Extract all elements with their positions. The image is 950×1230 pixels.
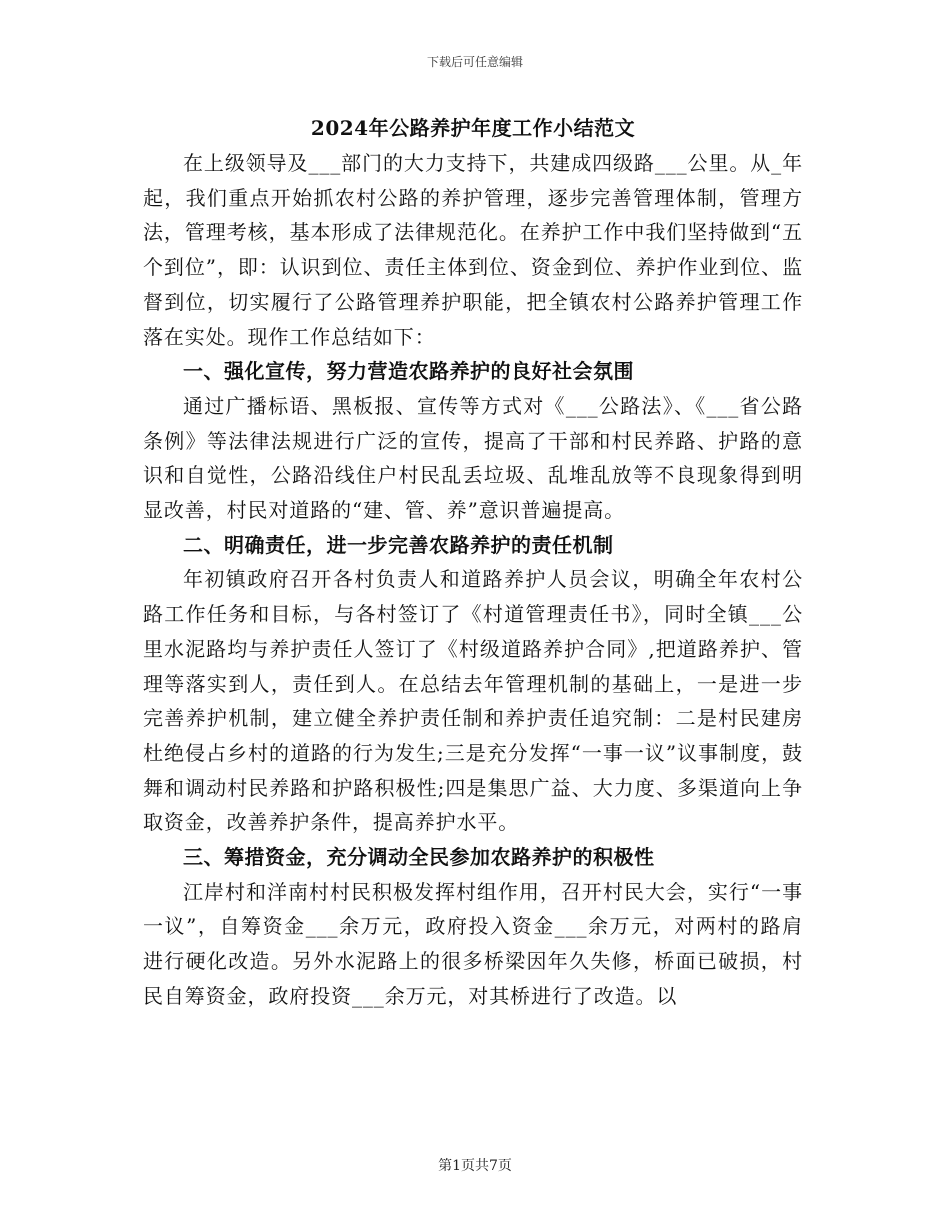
section-1 (143, 354, 803, 528)
section-heading: 一、强化宣传，努力营造农路养护的良好社会氛围 (183, 359, 634, 384)
section-heading: 二、明确责任，进一步完善农路养护的责任机制 (183, 532, 614, 557)
section-heading: 三、筹措资金，充分调动全民参加农路养护的积极性 (183, 845, 655, 870)
intro-paragraph: 在上级领导及___部门的大力支持下，共建成四级路___公里。从_年起，我们重点开始抓农村公路的养护管理，逐步完善管理体制，管理方法，管理考核，基本形成了法律规范化。在养护工作中我们坚持做到“五个到位”，即：认识到位、责任主体到位、资金到位、养护作业到位、监督到位，切实履行了公路管理养护职能，把全镇农村公路养护管理工作落在实处。现作工作总结如下： (143, 151, 803, 349)
section-3 (143, 840, 803, 1014)
section-2 (143, 528, 803, 840)
page-number: 第1页共7页 (438, 1158, 512, 1174)
section-paragraph: 通过广播标语、黑板报、宣传等方式对《___公路法》、《___省公路条例》等法律法规进行广泛的宣传，提高了干部和村民养路、护路的意识和自觉性，公路沿线住户村民乱丢垃圾、乱堆乱放等不良现象得到明显改善，村民对道路的“建、管、养”意识普遍提高。 (143, 393, 803, 523)
document-title: 2024年公路养护年度工作小结范文 (310, 116, 636, 140)
section-paragraph: 年初镇政府召开各村负责人和道路养护人员会议，明确全年农村公路工作任务和目标，与各村签订了《村道管理责任书》，同时全镇___公里水泥路均与养护责任人签订了《村级道路养护合同》,把道路养护、管理等落实到人，责任到人。在总结去年管理机制的基础上，一是进一步完善养护机制，建立健全养护责任制和养护责任追究制：二是村民建房杜绝侵占乡村的道路的行为发生;三是充分发挥“一事一议”议事制度，鼓舞和调动村民养路和护路积极性;四是集思广益、大力度、多渠道向上争取资金，改善养护条件，提高养护水平。 (143, 567, 803, 835)
header-note: 下载后可任意编辑 (426, 55, 523, 69)
section-paragraph: 江岸村和洋南村村民积极发挥村组作用，召开村民大会，实行“一事一议”，自筹资金___余万元，政府投入资金___余万元，对两村的路肩进行硬化改造。另外水泥路上的很多桥梁因年久失修，桥面已破损，村民自筹资金，政府投资___余万元，对其桥进行了改造。以 (143, 879, 803, 1008)
document-body (143, 112, 803, 1014)
